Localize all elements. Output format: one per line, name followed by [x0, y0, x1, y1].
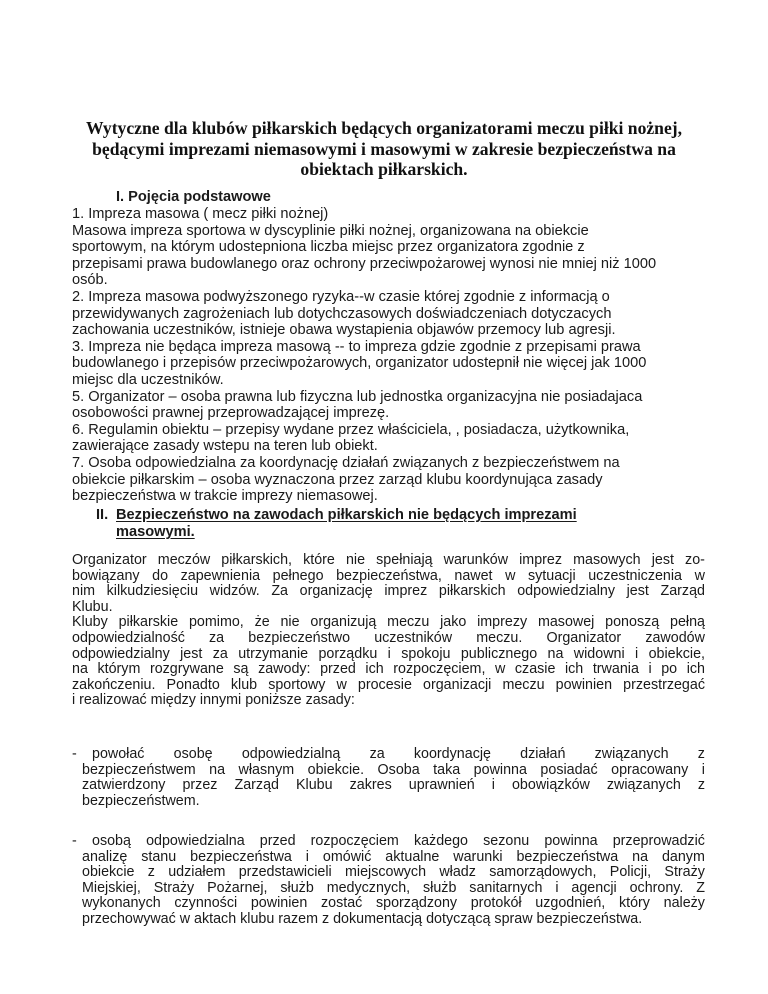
word: związanych	[606, 777, 681, 794]
word: obowiązków	[511, 777, 590, 794]
paragraph-line	[72, 647, 705, 663]
word: sytuacji	[527, 567, 576, 584]
word: klub	[230, 676, 258, 693]
word: nie	[345, 552, 366, 568]
paragraph-line	[72, 662, 705, 678]
word: jako	[440, 614, 467, 631]
bullet-line	[82, 865, 705, 881]
definition-line: przepisami prawa budowlanego oraz ochrony przeciwpożarowej wynosi nie mniej niż 1000	[72, 255, 657, 272]
word: zawody:	[258, 661, 311, 678]
word: imprez	[519, 552, 563, 568]
word: sporządzony	[375, 895, 458, 912]
definition-line: 1. Impreza masowa ( mecz piłki nożnej)	[72, 206, 329, 222]
word: Straży	[664, 864, 705, 881]
definition-line: osób.	[72, 272, 108, 289]
word: Organizator	[72, 552, 147, 568]
paragraph-line: i realizować między innymi poniższe zasady:	[72, 692, 355, 709]
word: bezpieczeństwem	[82, 761, 196, 778]
word: sportowy	[268, 676, 326, 693]
word: masowej	[537, 614, 595, 631]
word: zakończeniu.	[72, 676, 156, 693]
word: i	[491, 777, 495, 794]
word: z	[147, 864, 155, 881]
word: i	[555, 879, 559, 896]
word: za	[369, 746, 385, 762]
bullet-content	[82, 747, 705, 809]
word: obiekcie,	[648, 645, 705, 662]
definition-line: obiekcie piłkarskim – osoba wyznaczona przez zarząd klubu koordynująca zasady	[72, 471, 603, 488]
word: organizują	[310, 614, 377, 631]
word: widzów.	[209, 583, 260, 600]
word: przed	[320, 661, 356, 678]
word: bezpieczeństwa	[516, 848, 619, 865]
word: widowni	[573, 645, 625, 662]
paragraph-line	[72, 569, 705, 585]
word: nim	[72, 583, 96, 600]
word: osobą	[92, 833, 131, 849]
word: ich	[365, 661, 384, 678]
bullet-line	[82, 747, 705, 763]
word: imprezy	[477, 614, 528, 631]
bullet-dash: -	[72, 833, 77, 849]
paragraph-line	[72, 631, 705, 647]
paragraph-line: Klubu.	[72, 598, 113, 615]
word: że	[254, 614, 270, 631]
paragraph-line	[72, 615, 705, 631]
word: i	[648, 661, 652, 678]
title-line: Wytyczne dla klubów piłkarskich będących organizatorami meczu piłki nożnej,	[85, 118, 683, 138]
word: ich	[686, 661, 705, 678]
word: medycznych,	[326, 879, 411, 896]
word: zapewnienia	[180, 567, 261, 584]
word: koordynację	[413, 746, 491, 762]
word: odpowiedzialny	[517, 583, 615, 600]
word: organizacji	[423, 676, 492, 693]
word: każdego	[413, 833, 469, 849]
word: przez	[182, 777, 218, 794]
word: na	[547, 645, 564, 662]
word: uczestniczenia	[588, 567, 683, 584]
word: pełną	[670, 614, 705, 631]
word: jest	[626, 583, 649, 600]
document-title	[60, 118, 708, 180]
word: odpowiedzialna	[146, 833, 245, 849]
word: związanych	[594, 746, 669, 762]
word: służb	[423, 879, 457, 896]
section-2-paragraph	[72, 553, 705, 709]
word: powinien	[250, 895, 308, 912]
word: kilkudziesięciu	[106, 583, 199, 600]
word: po	[661, 661, 678, 678]
word: Klubu	[296, 777, 333, 794]
section-2-number: II.	[96, 507, 109, 523]
word: meczów	[157, 552, 211, 568]
word: Pożarnej,	[207, 879, 268, 896]
word: Organizator	[546, 629, 622, 646]
word: piłkarskich,	[221, 552, 293, 568]
word: warunków	[443, 552, 509, 568]
definition-line: budowlanego i przepisów przeciwpożarowych, organizator udostepnił nie więcej jak 1000	[72, 355, 647, 372]
word: trwania	[592, 661, 639, 678]
word: Osoba	[377, 761, 420, 778]
word: aktualne	[385, 848, 440, 865]
word: powinna	[473, 761, 527, 778]
word: analizę	[82, 848, 128, 865]
word: nie	[280, 614, 300, 631]
word: posiadać	[540, 761, 598, 778]
bullet-line	[82, 778, 705, 794]
word: należy	[663, 895, 705, 912]
word: meczu	[387, 614, 430, 631]
word: ich	[564, 661, 584, 678]
word: organizację	[299, 583, 373, 600]
bullet-line	[82, 763, 705, 779]
definition-line: sportowym, na którym udostepniona liczba miejsc przez organizatora zgodnie z	[72, 239, 585, 256]
word: uprawnień	[408, 777, 475, 794]
bullet-dash: -	[72, 746, 77, 762]
word: spokoju	[401, 645, 451, 662]
definition-line: przewidywanych zagrożeniach lub dotychczasowych doświadczeniach dotyczacych	[72, 305, 612, 322]
definition-line: 5. Organizator – osoba prawna lub fizyczna lub jednostka organizacyjna nie posiadajaca	[72, 388, 643, 405]
word: pełnego	[272, 567, 324, 584]
bullet-line: przechowywać w aktach klubu razem z dokumentacją dotyczącą spraw bezpieczeństwa.	[82, 910, 643, 927]
word: Zarząd	[234, 777, 279, 794]
word: za	[209, 629, 225, 646]
word: Straży	[153, 879, 195, 896]
paragraph-line	[72, 678, 705, 694]
word: z	[697, 746, 705, 762]
word: omówić	[322, 848, 372, 865]
word: Za	[271, 583, 289, 600]
word: porządku	[318, 645, 378, 662]
word: imprez	[384, 583, 428, 600]
bullet-line	[82, 850, 705, 866]
word: ochrony.	[629, 879, 684, 896]
word: danym	[661, 848, 705, 865]
word: zostać	[320, 895, 363, 912]
word: rozgrywane	[149, 661, 224, 678]
word: utrzymanie	[238, 645, 309, 662]
word: pomimo,	[188, 614, 244, 631]
word: zawodów	[645, 629, 705, 646]
word: procesie	[357, 676, 412, 693]
paragraph-line	[72, 584, 705, 600]
word: obiekcie.	[307, 761, 365, 778]
section-1-definitions	[72, 206, 712, 505]
word: piłkarskie	[118, 614, 179, 631]
word: agencji	[571, 879, 617, 896]
word: samorządowych,	[489, 864, 597, 881]
word: Miejskiej,	[82, 879, 141, 896]
word: bezpieczeństwo	[248, 629, 351, 646]
word: taka	[433, 761, 461, 778]
definition-line: bezpieczeństwa w trakcie imprezy niemasowej.	[72, 488, 378, 505]
word: czynności	[174, 895, 238, 912]
word: wykonanych	[82, 895, 161, 912]
word: są	[233, 661, 249, 678]
word: który	[618, 895, 650, 912]
definition-line: osobowości prawnej przeprowadzającej imprezę.	[72, 405, 390, 422]
word: udziałem	[168, 864, 226, 881]
definition-line: zawierające zasady wstepu na teren lub obiekt.	[72, 438, 378, 455]
word: masowych	[573, 552, 641, 568]
word: piłkarskich	[438, 583, 506, 600]
definition-line: 3. Impreza nie będąca impreza masową -- to impreza gdzie zgodnie z przepisami prawa	[72, 338, 641, 355]
word: i	[701, 761, 705, 778]
bullet-line: bezpieczeństwem.	[82, 792, 200, 809]
word: czasie	[514, 661, 556, 678]
word: Z	[696, 879, 705, 896]
word: rozpoczęciem	[310, 833, 399, 849]
bullet-line	[82, 881, 705, 897]
word: działań	[520, 746, 566, 762]
word: rozpoczęciem,	[393, 661, 486, 678]
word: osobę	[173, 746, 213, 762]
word: jest	[651, 552, 674, 568]
word: za	[212, 645, 228, 662]
word: sanitarnych	[469, 879, 543, 896]
word: bowiązany	[72, 567, 140, 584]
word: służb	[280, 879, 314, 896]
definition-line: 2. Impreza masowa podwyższonego ryzyka--w czasie której zgodnie z informacją o	[72, 288, 610, 305]
word: publicznego	[460, 645, 538, 662]
word: na	[209, 761, 226, 778]
bullet-line	[82, 896, 705, 912]
word: opracowany	[611, 761, 689, 778]
definition-line: miejsc dla uczestników.	[72, 371, 224, 388]
word: które	[303, 552, 335, 568]
word: w	[336, 676, 347, 693]
word: bezpieczeństwa	[190, 848, 292, 865]
word: przedstawicieli	[238, 864, 332, 881]
word: odpowiedzialny	[72, 645, 170, 662]
bullet-line	[82, 834, 705, 850]
word: do	[152, 567, 169, 584]
word: Ponadto	[166, 676, 220, 693]
definition-line: 7. Osoba odpowiedzialna za koordynację działań związanych z bezpieczeństwem na	[72, 454, 620, 471]
paragraph-line	[72, 553, 705, 569]
word: protokół	[470, 895, 522, 912]
word: na	[72, 661, 88, 678]
word: uzgodnień,	[535, 895, 606, 912]
word: Kluby	[72, 614, 108, 631]
definition-line: 6. Regulamin obiektu – przepisy wydane przez właściciela, , posiadacza, użytkownika,	[72, 421, 630, 438]
title-line: będącymi imprezami niemasowymi i masowymi w zakresie bezpieczeństwa na	[92, 138, 676, 159]
word: powinna	[544, 833, 598, 849]
word: którym	[97, 661, 141, 678]
word: zatwierdzony	[82, 777, 166, 794]
word: w	[694, 567, 705, 584]
word: bezpieczeństwa,	[336, 567, 442, 584]
word: meczu	[502, 676, 545, 693]
title-line: obiektach piłkarskich.	[300, 159, 468, 179]
word: ponoszą	[605, 614, 660, 631]
word: zo-	[685, 552, 705, 568]
word: z	[697, 777, 705, 794]
word: spełniają	[376, 552, 433, 568]
word: Zarząd	[660, 583, 705, 600]
word: warunki	[453, 848, 503, 865]
section-2-heading-line: masowymi.	[116, 524, 195, 540]
word: i	[387, 645, 391, 662]
word: powinien	[555, 676, 613, 693]
word: i	[635, 645, 639, 662]
word: sezonu	[483, 833, 530, 849]
word: i	[305, 848, 309, 865]
word: odpowiedzialność	[72, 629, 185, 646]
section-1-heading: I. Pojęcia podstawowe	[116, 189, 271, 205]
bullet-content	[82, 834, 705, 928]
word: władz	[439, 864, 476, 881]
word: uczestników	[374, 629, 453, 646]
word: meczu.	[476, 629, 523, 646]
section-2-heading-line: Bezpieczeństwo na zawodach piłkarskich nie będących imprezami	[116, 507, 577, 523]
word: przeprowadzić	[612, 833, 705, 849]
word: Policji,	[609, 864, 652, 881]
word: własnym	[238, 761, 295, 778]
word: odpowiedzialną	[241, 746, 341, 762]
word: powołać	[92, 746, 145, 762]
word: zakres	[349, 777, 392, 794]
word: przed	[259, 833, 296, 849]
word: na	[632, 848, 649, 865]
word: w	[495, 661, 506, 678]
word: obiekcie	[82, 864, 135, 881]
word: przestrzegać	[623, 676, 705, 693]
word: jest	[180, 645, 203, 662]
definition-line: Masowa impreza sportowa w dyscyplinie piłki nożnej, organizowana na obiekcie	[72, 222, 589, 239]
word: miejscowych	[345, 864, 427, 881]
word: stanu	[141, 848, 177, 865]
definition-line: zachowania uczestników, istnieje obawa wystapienia objawów przemocy lub agresji.	[72, 322, 616, 339]
word: nawet	[454, 567, 493, 584]
word: w	[505, 567, 516, 584]
